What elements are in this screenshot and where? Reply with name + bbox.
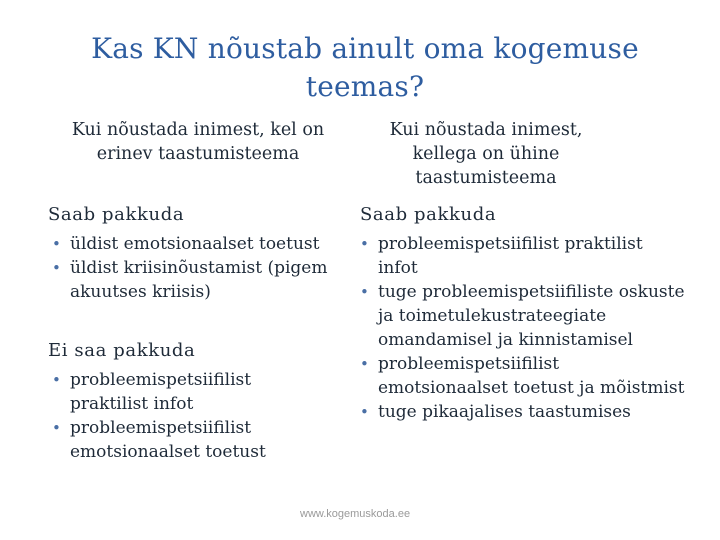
list-item: • üldist kriisinõustamist (pigem akuutses kriisis) — [48, 256, 358, 304]
page-title: Kas KN nõustab ainult oma kogemuse teemas? — [91, 32, 639, 103]
left-cannot-heading: Ei saa pakkuda — [48, 340, 196, 361]
left-can-list — [48, 232, 358, 304]
list-item: • probleemispetsiifilist praktilist infot — [356, 232, 686, 280]
list-item: • üldist emotsionaalset toetust — [48, 232, 358, 256]
list-item: • tuge pikaajalises taastumises — [356, 400, 686, 424]
left-column-heading: Kui nõustada inimest, kel on erinev taastumisteema — [71, 120, 325, 164]
right-column-heading: Kui nõustada inimest, kellega on ühine taastumisteema — [389, 120, 583, 188]
list-item: • probleemispetsiifilist emotsionaalset toetust — [48, 416, 298, 464]
right-can-list — [356, 232, 686, 424]
list-item: • probleemispetsiifilist emotsionaalset toetust ja mõistmist — [356, 352, 686, 400]
left-can-heading: Saab pakkuda — [48, 204, 185, 225]
right-can-heading: Saab pakkuda — [360, 204, 497, 225]
footer-url: www.kogemuskoda.ee — [300, 508, 411, 520]
list-item: • probleemispetsiifilist praktilist infot — [48, 368, 298, 416]
left-cannot-list — [48, 368, 298, 464]
list-item: • tuge probleemispetsiifiliste oskuste ja toimetulekustrateegiate omandamisel ja kinnistamisel — [356, 280, 686, 352]
